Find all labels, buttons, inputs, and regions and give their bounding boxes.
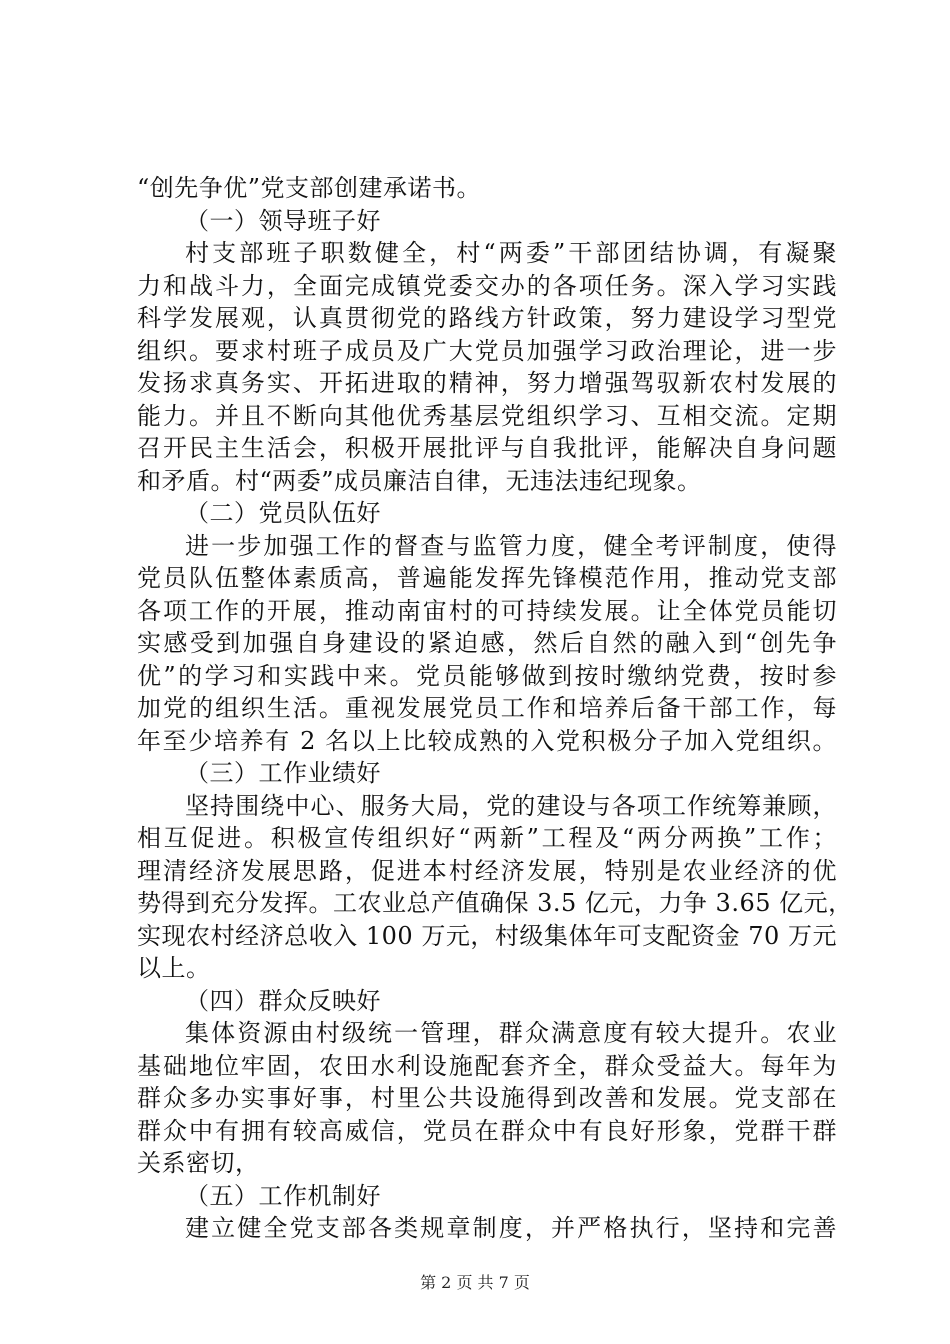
text-line: 相互促进。积极宣传组织好“两新”工程及“两分两换”工作； [137,824,837,852]
text-line: 村支部班子职数健全，村“两委”干部团结协调，有凝聚 [185,239,837,267]
text-line: 发扬求真务实、开拓进取的精神，努力增强驾驭新农村发展的 [137,369,837,397]
text-line: 各项工作的开展，推动南宙村的可持续发展。让全体党员能切 [137,596,837,625]
text-line: 科学发展观，认真贯彻党的路线方针政策，努力建设学习型党 [137,304,837,332]
text-line: 召开民主生活会，积极开展批评与自我批评，能解决自身问题 [137,434,837,462]
section-heading: （三）工作业绩好 [185,759,381,787]
text-line: 集体资源由村级统一管理，群众满意度有较大提升。农业 [185,1019,837,1047]
text-line: 进一步加强工作的督查与监管力度，健全考评制度，使得 [185,531,837,560]
text-line: 党员队伍整体素质高，普遍能发挥先锋模范作用，推动党支部 [137,564,837,592]
text-line: 群众多办实事好事，村里公共设施得到改善和发展。党支部在 [137,1084,837,1112]
text-line: 势得到充分发挥。工农业总产值确保 3.5 亿元，力争 3.65 亿元， [137,889,853,917]
text-line: 实现农村经济总收入 100 万元，村级集体年可支配资金 70 万元 [137,921,837,950]
text-line: 优”的学习和实践中来。党员能够做到按时缴纳党费，按时参 [137,661,837,690]
section-heading: （四）群众反映好 [185,986,381,1015]
text-line: 坚持围绕中心、服务大局，党的建设与各项工作统筹兼顾， [185,791,837,820]
section-heading: （一）领导班子好 [185,206,381,235]
text-line: 关系密切， [137,1149,260,1177]
text-line: 组织。要求村班子成员及广大党员加强学习政治理论，进一步 [137,336,837,365]
page-footer: 第 2 页 共 7 页 [420,1273,530,1292]
text-line: 基础地位牢固，农田水利设施配套齐全，群众受益大。每年为 [137,1051,837,1080]
text-line: 建立健全党支部各类规章制度，并严格执行，坚持和完善 [185,1214,837,1242]
text-line: 和矛盾。村“两委”成员廉洁自律，无违法违纪现象。 [137,466,702,495]
text-line: 实感受到加强自身建设的紧迫感，然后自然的融入到“创先争 [137,629,837,657]
text-line: “创先争优”党支部创建承诺书。 [137,174,482,202]
text-line: 理清经济发展思路，促进本村经济发展，特别是农业经济的优 [137,856,837,885]
document-body [137,172,853,1245]
text-line: 以上。 [137,954,211,982]
text-line: 力和战斗力，全面完成镇党委交办的各项任务。深入学习实践 [137,271,837,300]
text-line: 年至少培养有 2 名以上比较成熟的入党积极分子加入党组织。 [137,726,837,755]
section-heading: （二）党员队伍好 [185,499,381,527]
section-heading: （五）工作机制好 [185,1181,381,1210]
text-line: 能力。并且不断向其他优秀基层党组织学习、互相交流。定期 [137,401,837,430]
text-line: 群众中有拥有较高威信，党员在群众中有良好形象，党群干群 [137,1116,837,1145]
text-line: 加党的组织生活。重视发展党员工作和培养后备干部工作，每 [137,694,837,722]
